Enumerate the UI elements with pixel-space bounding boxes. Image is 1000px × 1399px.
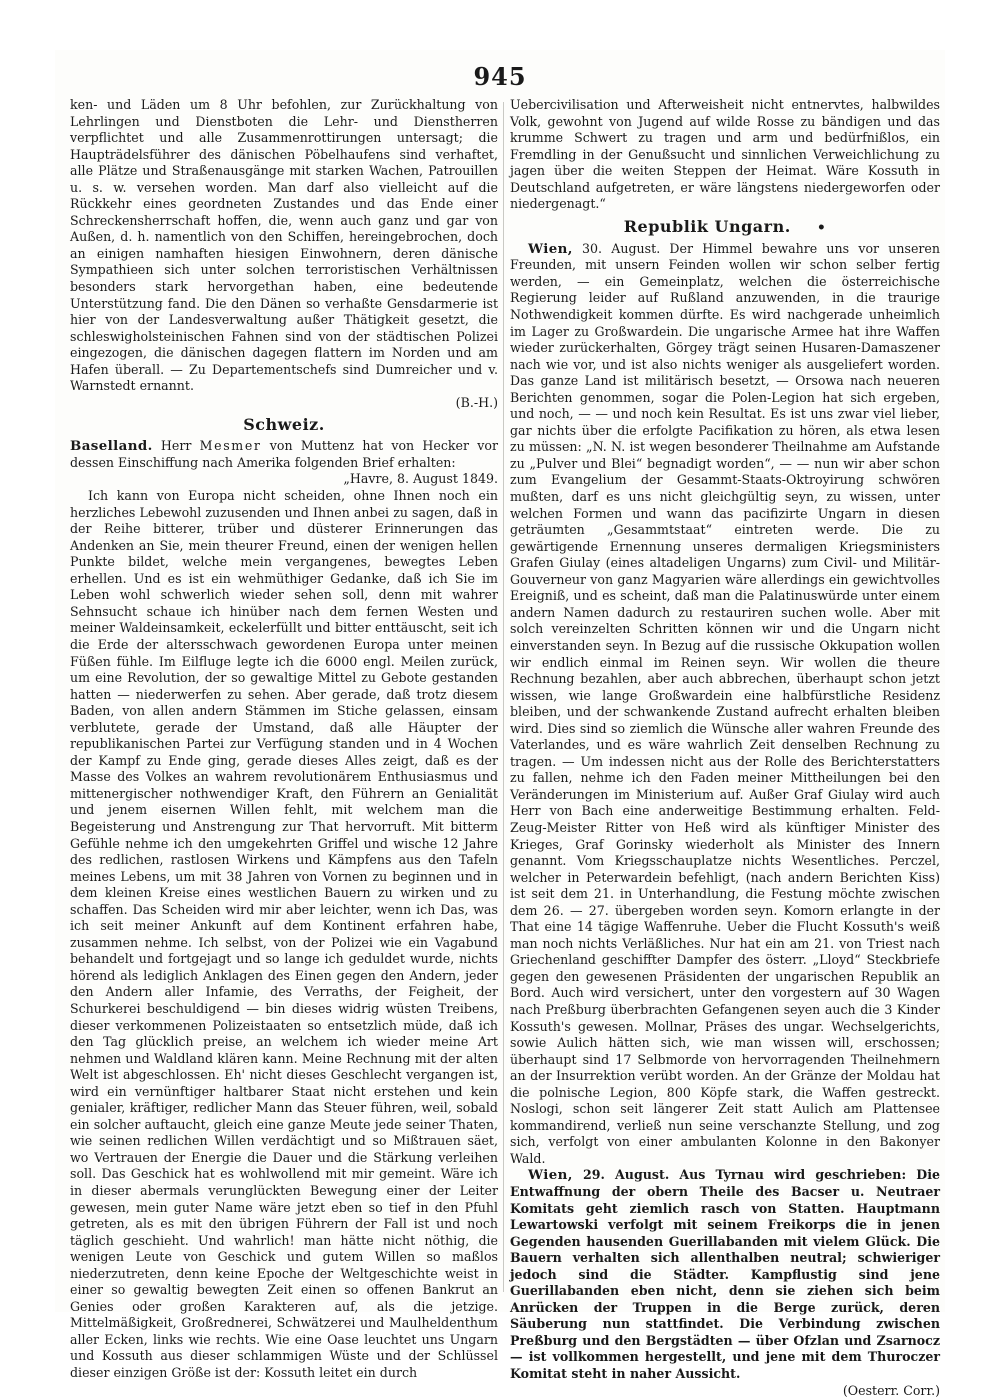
article-wien-29	[510, 1167, 940, 1382]
article-baselland	[70, 438, 498, 471]
article-continuation: ken- und Läden um 8 Uhr befohlen, zur Zurückhaltung von Lehrlingen und Dienstboten die Lehr- und Dienstherren verpflichtet und alle Zusammenrottirungen untersagt; die Haupträdelsführer des dänischen Pöbelhaufens sind verhaftet, alle Plätze und Straßenausgänge mit starken Wachen, Patrouillen u. s. w. versehen worden. Man darf also vielleicht auf die Rückkehr eines geordneten Zustandes und das Ende einer Schreckensherrschaft hoffen, die, wenn auch ganz und gar von Außen, d. h. namentlich von den Schiffen, hereingebrochen, doch an einigen namhaften hiesigen Einwohnern, deren dänische Sympathieen sich unter solchen terroristischen Verhältnissen besonders stark hervorgethan haben, eine bedeutende Unterstützung fand. Die den Dänen so verhaßte Gensdarmerie ist hier von der Landesverwaltung außer Thätigkeit gesetzt, die schleswigholsteinischen Fahnen sind von der städtischen Polizei eingezogen, die dänischen dagegen flattern im Norden und am Hafen überall. — Zu Departementschefs sind Dumreicher und v. Warnstedt ernannt.	[70, 97, 498, 394]
letter-continuation: Uebercivilisation und Afterweisheit nicht entnervtes, halbwildes Volk, gewohnt von Jugend auf wilde Rosse zu bändigen und das krumme Schwert zu tragen und arm und bedürfnißlos, ein Fremdling in der Genußsucht und sinnlichen Verweichlichung zu jagen über die weiten Steppen der Heimat. Wäre Kossuth in Deutschland aufgetreten, er wäre längstens niedergeworfen oder niedergenagt.“	[510, 97, 940, 212]
article-text: von Muttenz hat von Hecker vor dessen Einschiffung nach Amerika folgenden Brief erhalten:	[70, 438, 498, 470]
column-divider	[503, 102, 504, 1292]
dateline-place: Wien,	[528, 240, 573, 257]
letter-body: Ich kann von Europa nicht scheiden, ohne Ihnen noch ein herzliches Lebewohl zuzusenden und Ihnen anbei zu sagen, daß in der Reihe bitterer, trüber und düsterer Erinnerungen das Andenken an Sie, mein theurer Freund, einen der wenigen hellen Punkte bildet, welche mein vergangenes, bewegtes Leben erhellen. Und es ist ein wehmüthiger Gedanke, daß ich Sie im Leben wohl schwerlich wieder sehen soll, denn mit wahrer Sehnsucht schaue ich hinüber nach dem fernen Westen und meiner Waldeinsamkeit, eckelerfüllt und bitter enttäuscht, seit ich die Erde der altersschwach gewordenen Europa unter meinen Füßen fühle. Im Eilfluge legte ich die 6000 engl. Meilen zurück, um eine Revolution, der so gewaltige Mittel zu Gebote gestanden hatten — niederwerfen zu sehen. Aber gerade, daß trotz diesem Baden, von allen andern Stämmen im Stiche gelassen, einsam verblutete, gerade der Umstand, daß alle Häupter der republikanischen Partei zur Verfügung standen und in 4 Wochen der Kampf zu Ende ging, gerade dieses Alles zeigt, daß es der Masse des Volkes an wahrem revolutionärem Enthusiasmus und mittenergischer nothwendiger Kraft, den Führern an Genialität und jenem eisernen Willen fehlt, mit welchem man die Begeisterung und Anstrengung zur That hervorruft. Mit bitterm Gefühle nehme ich den umgekehrten Griffel und wische 12 Jahre des redlichen, rastlosen Wirkens und Kämpfens aus den Tafeln meines Lebens, um mit 38 Jahren von Vornen zu beginnen und in dem kleinen Kreise eines westlichen Bauern zu wirken und zu schaffen. Das Scheiden wird mir aber leichter, wenn ich Das, was ich seit meiner Ankunft auf dem Kontinent erfahren habe, zusammen nehme. Ich selbst, von der Polizei wie ein Vagabund behandelt und fortgejagt und so lange ich geduldet wurde, nichts hörend als lediglich Anklagen des Einen gegen den Andern, jeder den Andern aller Infamie, des Verraths, der Feigheit, der Schurkerei beschuldigend — bin dieses widrig wüsten Treibens, dieser verkommenen Polizeistaaten so entsetzlich müde, daß ich den Tag glücklich preise, an welchem ich wieder meine Art nehmen und Waldland klären kann. Meine Rechnung mit der alten Welt ist abgeschlossen. Eh' nicht dieses Geschlecht vergangen ist, wird ein vernünftiger haltbarer Staat nicht erstehen und kein genialer, kräftiger, redlicher Mann das Steuer führen, weil, sobald ein solcher auftaucht, gleich eine ganze Meute jede seiner Thaten, wie seinen redlichen Willen verdächtigt und so Mißtrauen säet, wo Vertrauen der Energie die Dauer und die Stärkung verleihen soll. Das Geschick hat es wohlwollend mit mir gemeint. Wäre ich in dieser abermals verunglückten Bewegung einer der Leiter gewesen, mein guter Name wäre jetzt eben so tief in den Pfuhl getreten, als es mit den übrigen Führern der Fall ist und noch täglich geschieht. Und wahrlich! man hätte nicht nöthig, die wenigen Leute von Geschick und gutem Willen so maßlos niederzutreten, denn keine Epoche der Weltgeschichte weist in einer so gewaltig bewegten Zeit einen so offenen Bankrut an Genies oder großen Karakteren auf, als die jetzige. Mittelmäßigkeit, Großrednerei, Schwätzerei und Maulheldenthum aller Ecken, links wie rechts. Wie eine Oase leuchtet uns Ungarn und Kossuth aus dieser schlammigen Wüste und der Schlüssel dieser einzigen Größe ist der: Kossuth leitet ein durch	[70, 488, 498, 1381]
dateline-place: Baselland.	[70, 438, 153, 455]
section-heading-ungarn	[510, 217, 940, 238]
section-heading-text: Republik Ungarn.	[623, 216, 791, 236]
right-column	[510, 97, 940, 1398]
person-name: Mesmer	[199, 438, 262, 454]
section-heading-schweiz: Schweiz.	[243, 415, 325, 435]
article-text: 29. August. Aus Tyrnau wird geschrieben: Die Entwaffnung der obern Theile des Bacser u. Neutraer Komitats geht ziemlich rasch von Statten. Hauptmann Lewartowski verfolgt mit seinem Freikorps die in jenen Gegenden hausenden Guerillabanden mit vielem Glück. Die Bauern verhalten sich allenthalben neutral; schwieriger jedoch sind die Städter. Kampflustig sind jene Guerillabanden eben nicht, denn sie ziehen sich beim Anrücken der Truppen in die Berge zurück, deren Säuberung nun stattfindet. Die Verbindung zwischen Preßburg und den Bergstädten — über Ofzlan und Zsarnocz — ist vollkommen hergestellt, und jene mit dem Thuroczer Komitat steht in naher Aussicht.	[510, 1167, 940, 1382]
page-number: 945	[473, 62, 527, 91]
letter-dateline: „Havre, 8. August 1849.	[343, 471, 498, 487]
dateline-place: Wien,	[528, 1167, 573, 1184]
left-column	[70, 97, 498, 1381]
article-source: (Oesterr. Corr.)	[842, 1382, 940, 1398]
article-source: (B.-H.)	[455, 394, 498, 410]
article-text: 30. August. Der Himmel bewahre uns vor unseren Freunden, mit unsern Feinden wollen wir schon selber fertig werden, — ein Gemeinplatz, welchen die österreichische Regierung leider auf Rußland anzuwenden, in die traurige Nothwendigkeit kommen dürfte. Es wird nachgerade unheimlich im Lager zu Großwardein. Die ungarische Armee hat ihre Waffen wieder zurückerhalten, Görgey trägt seinen Husaren-Damaszener nach wie vor, und ist also nichts weniger als ausgeliefert worden. Das ganze Land ist militärisch besetzt, — Orsowa nach neueren Berichten genommen, sogar die Polen-Legion hat sich ergeben, und noch, — — und noch kein Resultat. Es ist uns zwar viel lieber, gar nichts über die erfolgte Pacifikation zu hören, als etwa lesen zu müssen: „N. N. ist wegen besonderer Theilnahme am Aufstande zu „Pulver und Blei“ begnadigt worden“, — — nun wir aber schon zum Evangelium der Gesammt-Staats-Oktroyirung schwören mußten, darf es uns nicht gleichgültig seyn, zu wissen, unter welchen Formen und wann das pacifizirte Ungarn in diesen geträumten „Gesammtstaat“ eintreten werde. Die zu gewärtigende Ernennung unseres dermaligen Kriegsministers Grafen Giulay (eines altadeligen Ungarns) zum Civil- und Militär-Gouverneur von ganz Magyarien wäre allerdings ein gewichtvolles Ereigniß, und es scheint, daß man die Palatinuswürde unter einem andern Namen dadurch zu restauriren suchen wolle. Aber mit solch vereinzelten Schritten können wir und die Ungarn nicht einverstanden seyn. In Bezug auf die russische Okkupation wollen wir endlich einmal im Reinen seyn. Wir wollen die theure Rechnung bezahlen, aber auch abbrechen, überhaupt schon jetzt wissen, wie lange Großwardein eine halbfürstliche Residenz bleiben, und der schwankende Zustand aufrecht erhalten bleiben wird. Dies sind so ziemlich die Wünsche aller wahren Freunde des Vaterlandes, und es wäre wahrlich Zeit denselben Rechnung zu tragen. — Um indessen nicht aus der Rolle des Berichterstatters zu fallen, nehme ich den Faden meiner Mittheilungen bei den Veränderungen im Ministerium auf. Außer Graf Giulay wird auch Herr von Bach eine anderweitige Bestimmung erhalten. Feld-Zeug-Meister Ritter von Heß wird als künftiger Minister des Krieges, Graf Gorinsky wiederholt als Minister des Innern genannt. Vom Kriegsschauplatze nichts Wesentliches. Perczel, welcher in Peterwardein befehligt, (nach andern Berichten Kiss) ist seit dem 21. in Unterhandlung, die Festung möchte zwischen dem 26. — 27. übergeben worden seyn. Komorn erlangte in der That eine 14 tägige Waffenruhe. Ueber die Flucht Kossuth's weiß man noch nichts Verläßliches. Nur hat ein am 21. von Triest nach Griechenland geschiffter Dampfer des österr. „Lloyd“ Steckbriefe gegen den gewesenen Präsidenten der ungarischen Republik an Bord. Auch wird versichert, unter den vorgestern auf 30 Wagen nach Preßburg überbrachten Gefangenen seyen auch die 3 Kinder Kossuth's gewesen. Mollnar, Präses des ungar. Wechselgerichts, sowie Aulich hätten sich, wie man wissen will, erschossen; überhaupt sind 17 Selbmorde von hervorragenden Theilnehmern an der Insurrektion verübt worden. An der Gränze der Moldau hat die polnische Legion, 800 Köpfe stark, die Waffen gestreckt. Noslogi, schon seit längerer Zeit statt Aulich am Plattensee kommandirend, verließ nun seine verschanzte Stellung, und zog sich, verfolgt von einer ambulanten Kolonne in den Bakonyer Wald.	[510, 240, 940, 1166]
newspaper-page	[55, 50, 945, 1398]
article-text: Herr	[152, 438, 200, 454]
article-wien-30	[510, 241, 940, 1168]
bullet-mark: •	[816, 219, 827, 236]
